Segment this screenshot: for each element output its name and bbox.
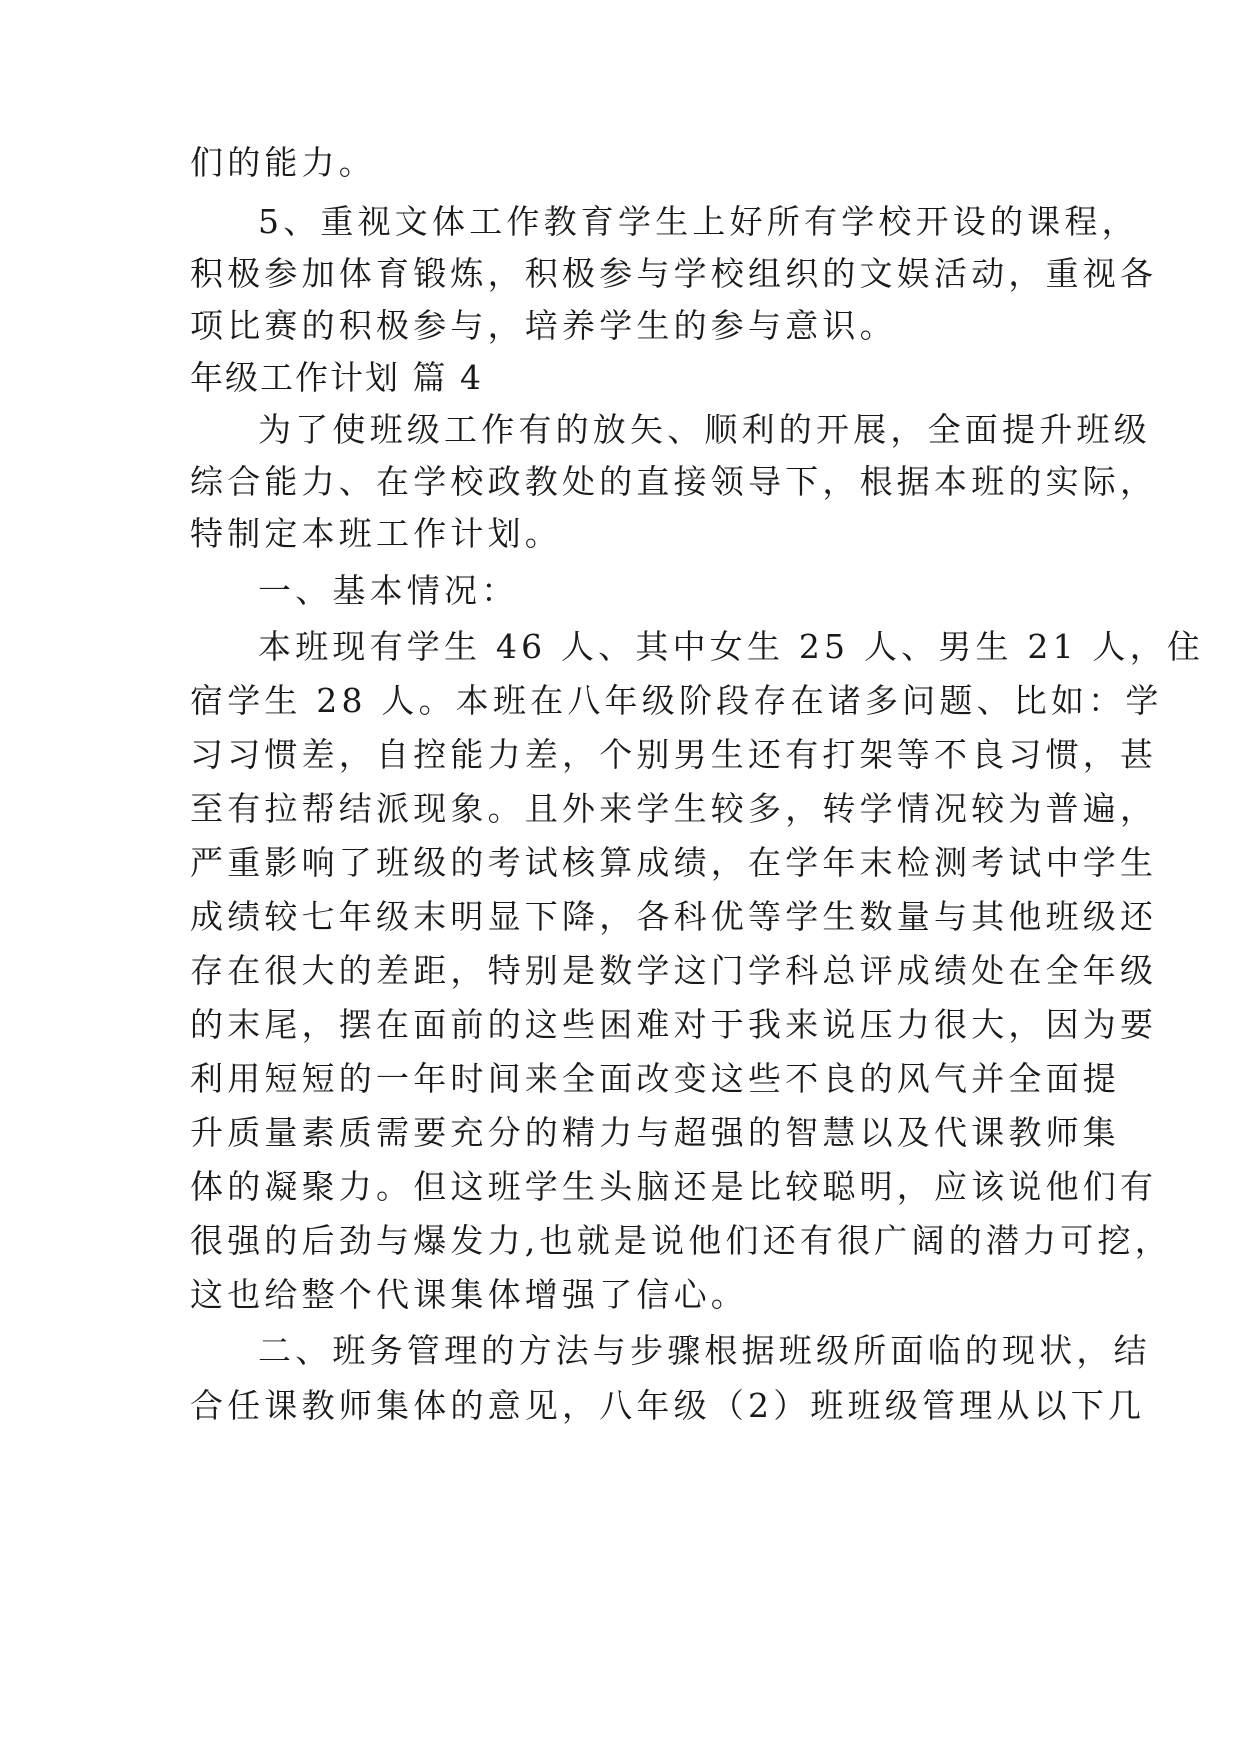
paragraph-line: 至有拉帮结派现象。且外来学生较多，转学情况较为普遍， bbox=[190, 789, 1158, 828]
paragraph-line: 利用短短的一年时间来全面改变这些不良的风气并全面提 bbox=[190, 1059, 1120, 1098]
paragraph-line: 体的凝聚力。但这班学生头脑还是比较聪明，应该说他们有 bbox=[190, 1167, 1158, 1206]
paragraph-line: 本班现有学生 46 人、其中女生 25 人、男生 21 人，住 bbox=[258, 627, 1205, 666]
paragraph-line: 们的能力。 bbox=[190, 143, 376, 182]
paragraph-line: 成绩较七年级末明显下降，各科优等学生数量与其他班级还 bbox=[190, 897, 1158, 936]
paragraph-line: 综合能力、在学校政教处的直接领导下，根据本班的实际， bbox=[190, 462, 1158, 501]
paragraph-line: 二、班务管理的方法与步骤根据班级所面临的现状，结 bbox=[258, 1331, 1151, 1370]
paragraph-line: 5、重视文体工作教育学生上好所有学校开设的课程， bbox=[258, 202, 1139, 241]
paragraph-line: 积极参加体育锻炼，积极参与学校组织的文娱活动，重视各 bbox=[190, 254, 1158, 293]
paragraph-line: 合任课教师集体的意见，八年级（2）班班级管理从以下几 bbox=[190, 1386, 1146, 1425]
paragraph-line: 宿学生 28 人。本班在八年级阶段存在诸多问题、比如：学 bbox=[190, 681, 1163, 720]
paragraph-line: 这也给整个代课集体增强了信心。 bbox=[190, 1275, 748, 1314]
paragraph-line: 严重影响了班级的考试核算成绩，在学年末检测考试中学生 bbox=[190, 843, 1158, 882]
subsection-heading: 一、基本情况： bbox=[258, 571, 519, 610]
paragraph-line: 很强的后劲与爆发力,也就是说他们还有很广阔的潜力可挖， bbox=[190, 1221, 1172, 1260]
paragraph-line: 项比赛的积极参与，培养学生的参与意识。 bbox=[190, 306, 897, 345]
paragraph-line: 的末尾，摆在面前的这些困难对于我来说压力很大，因为要 bbox=[190, 1005, 1158, 1044]
paragraph-line: 习习惯差，自控能力差，个别男生还有打架等不良习惯，甚 bbox=[190, 735, 1158, 774]
paragraph-line: 存在很大的差距，特别是数学这门学科总评成绩处在全年级 bbox=[190, 951, 1158, 990]
paragraph-line: 特制定本班工作计划。 bbox=[190, 514, 562, 553]
paragraph-line: 升质量素质需要充分的精力与超强的智慧以及代课教师集 bbox=[190, 1113, 1120, 1152]
section-heading: 年级工作计划 篇 4 bbox=[190, 358, 483, 397]
paragraph-line: 为了使班级工作有的放矢、顺利的开展，全面提升班级 bbox=[258, 410, 1151, 449]
